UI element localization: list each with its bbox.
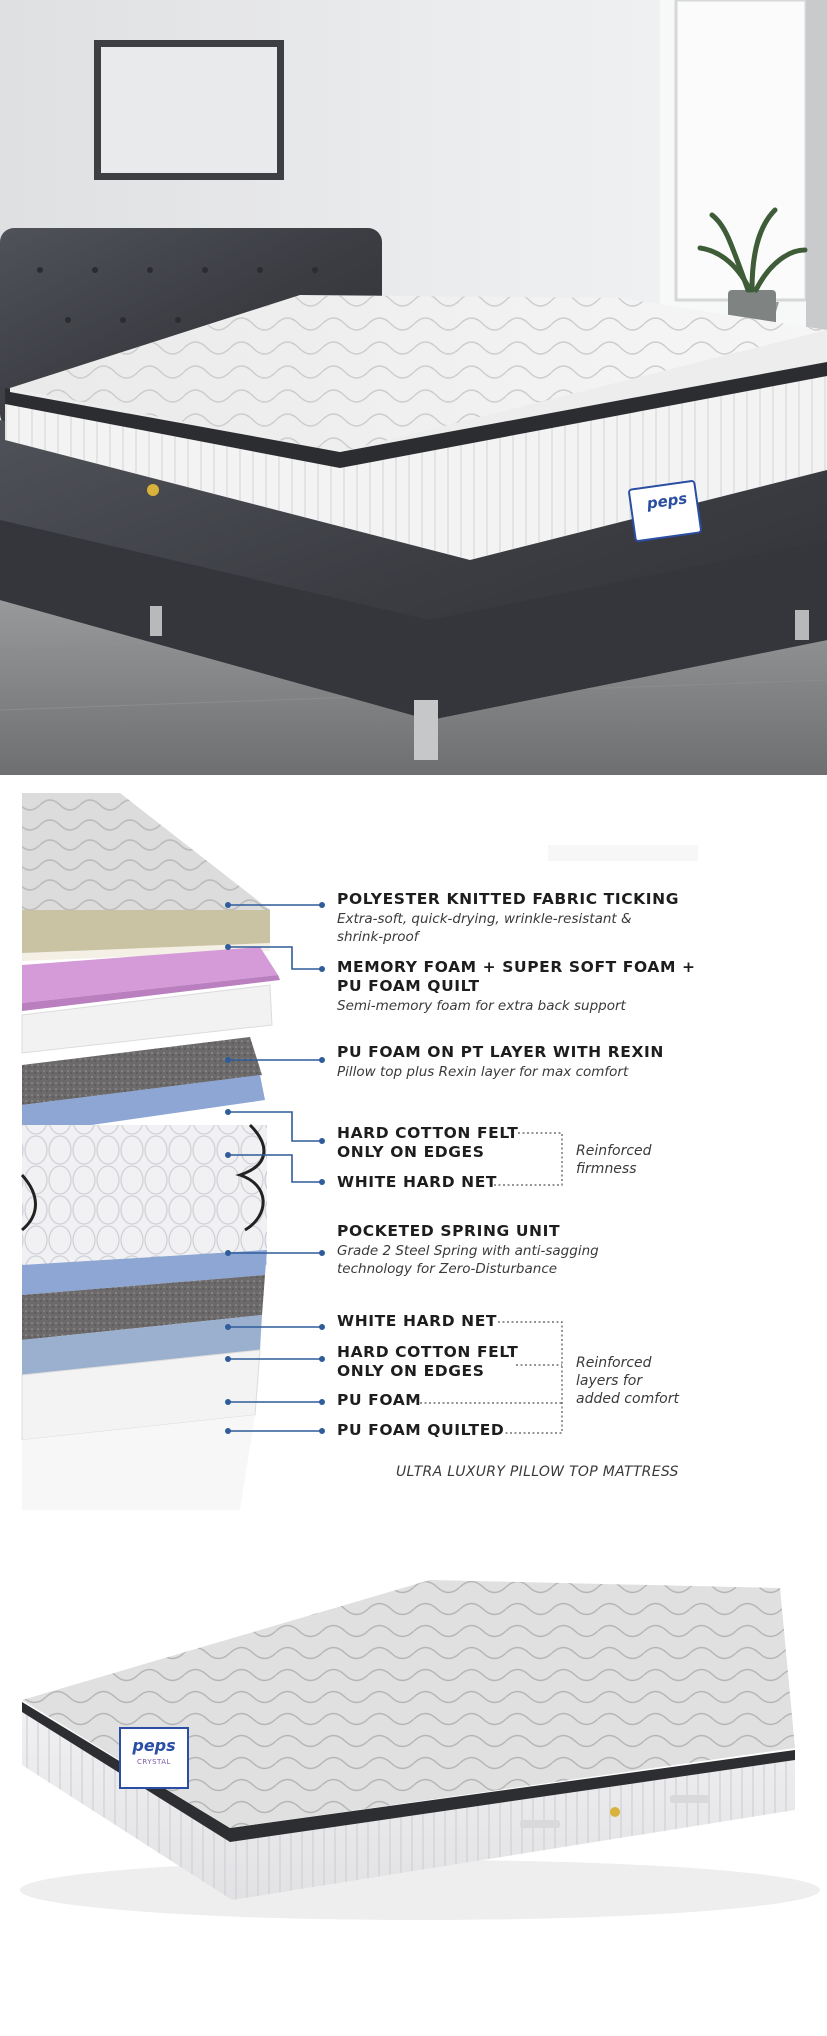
bedroom-scene — [0, 0, 827, 775]
product-mattress-image — [0, 1510, 827, 2036]
label-desc: Pillow top plus Rexin layer for max comfort — [337, 1064, 629, 1080]
label-desc: technology for Zero-Disturbance — [337, 1261, 558, 1277]
label-title: MEMORY FOAM + SUPER SOFT FOAM + — [337, 958, 696, 976]
side-note: added comfort — [576, 1391, 679, 1407]
mattress-product-shot — [0, 1510, 827, 2036]
mattress-layers-diagram — [0, 775, 827, 1510]
watermark — [548, 845, 698, 861]
label-title: HARD COTTON FELT — [337, 1343, 519, 1361]
label-title: PU FOAM QUILT — [337, 977, 480, 995]
label-title: ONLY ON EDGES — [337, 1143, 485, 1161]
brand-sub: CRYSTAL — [137, 1758, 171, 1766]
side-note: layers for — [576, 1373, 643, 1389]
label-title: POCKETED SPRING UNIT — [337, 1222, 561, 1240]
label-title: PU FOAM — [337, 1391, 422, 1409]
label-title: WHITE HARD NET — [337, 1173, 498, 1191]
label-title: PU FOAM ON PT LAYER WITH REXIN — [337, 1043, 664, 1061]
diagram-caption: ULTRA LUXURY PILLOW TOP MATTRESS — [396, 1464, 679, 1480]
brand-logo: peps — [645, 489, 689, 513]
label-title: POLYESTER KNITTED FABRIC TICKING — [337, 890, 680, 908]
label-title: WHITE HARD NET — [337, 1312, 498, 1330]
label-desc: Semi-memory foam for extra back support — [337, 998, 626, 1014]
side-note: firmness — [576, 1161, 637, 1177]
label-desc: Grade 2 Steel Spring with anti-sagging — [337, 1243, 599, 1259]
hero-bedroom-image — [0, 0, 827, 775]
label-title: HARD COTTON FELT — [337, 1124, 519, 1142]
brand-logo: peps — [132, 1736, 176, 1755]
side-note: Reinforced — [576, 1143, 652, 1159]
label-desc: Extra-soft, quick-drying, wrinkle-resistant & — [337, 911, 632, 927]
side-note: Reinforced — [576, 1355, 652, 1371]
label-desc: shrink-proof — [337, 929, 419, 945]
label-title: ONLY ON EDGES — [337, 1362, 485, 1380]
label-title: PU FOAM QUILTED — [337, 1421, 505, 1439]
